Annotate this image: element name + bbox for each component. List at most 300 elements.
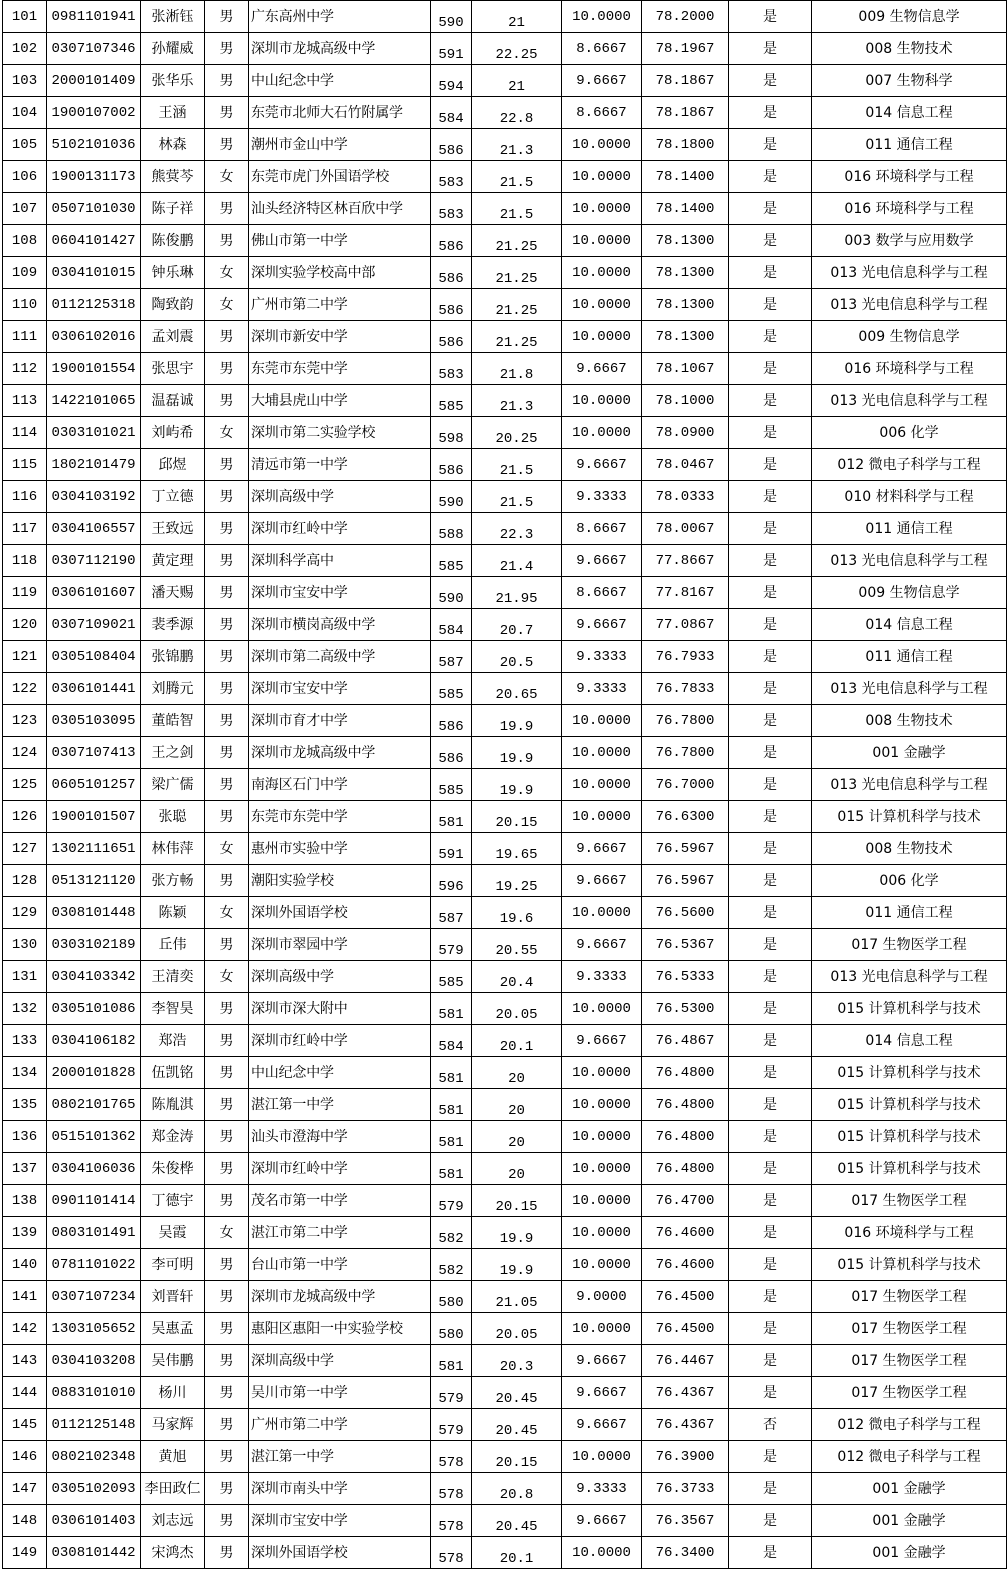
table-row [3, 33, 1007, 65]
interview-score-cell: 10.0000 [562, 225, 642, 257]
exam-id-cell: 0304106036 [47, 1153, 141, 1185]
table-row [3, 609, 1007, 641]
total-score-cell: 78.1867 [642, 65, 729, 97]
exam-id-cell: 0112125318 [47, 289, 141, 321]
interview-score-cell: 10.0000 [562, 385, 642, 417]
row-index-cell: 135 [3, 1089, 47, 1121]
gender-cell: 男 [205, 609, 249, 641]
row-index-cell: 141 [3, 1281, 47, 1313]
row-index-cell: 120 [3, 609, 47, 641]
gender-cell: 男 [205, 1121, 249, 1153]
total-score-cell: 78.1400 [642, 161, 729, 193]
admitted-flag-cell: 是 [729, 289, 812, 321]
exam-id-cell: 1303105652 [47, 1313, 141, 1345]
school-name-cell: 潮州市金山中学 [249, 129, 431, 161]
gender-cell: 女 [205, 289, 249, 321]
exam-score-cell: 579 [431, 929, 472, 961]
test-score-cell: 20.4 [472, 961, 562, 993]
exam-score-cell: 579 [431, 1185, 472, 1217]
gender-cell: 女 [205, 961, 249, 993]
admitted-flag-cell: 是 [729, 1345, 812, 1377]
major-cell: 001 金融学 [812, 1537, 1007, 1569]
school-name-cell: 深圳市南头中学 [249, 1473, 431, 1505]
admitted-flag-cell: 是 [729, 1153, 812, 1185]
school-name-cell: 深圳市宝安中学 [249, 1505, 431, 1537]
admitted-flag-cell: 是 [729, 641, 812, 673]
interview-score-cell: 10.0000 [562, 801, 642, 833]
exam-id-cell: 0307107234 [47, 1281, 141, 1313]
major-cell: 007 生物科学 [812, 65, 1007, 97]
test-score-cell: 20.15 [472, 801, 562, 833]
test-score-cell: 20.55 [472, 929, 562, 961]
total-score-cell: 76.4367 [642, 1409, 729, 1441]
exam-score-cell: 581 [431, 1153, 472, 1185]
student-name-cell: 王清奕 [141, 961, 205, 993]
total-score-cell: 76.4800 [642, 1089, 729, 1121]
admitted-flag-cell: 是 [729, 257, 812, 289]
exam-score-cell: 582 [431, 1217, 472, 1249]
student-name-cell: 陈俊鹏 [141, 225, 205, 257]
exam-id-cell: 0883101010 [47, 1377, 141, 1409]
total-score-cell: 76.3567 [642, 1505, 729, 1537]
gender-cell: 男 [205, 1505, 249, 1537]
student-name-cell: 林森 [141, 129, 205, 161]
admitted-flag-cell: 是 [729, 801, 812, 833]
major-cell: 013 光电信息科学与工程 [812, 289, 1007, 321]
interview-score-cell: 8.6667 [562, 97, 642, 129]
row-index-cell: 124 [3, 737, 47, 769]
interview-score-cell: 10.0000 [562, 193, 642, 225]
total-score-cell: 78.1400 [642, 193, 729, 225]
test-score-cell: 20.05 [472, 993, 562, 1025]
table-row [3, 1441, 1007, 1473]
test-score-cell: 20 [472, 1089, 562, 1121]
row-index-cell: 102 [3, 33, 47, 65]
exam-score-cell: 586 [431, 449, 472, 481]
table-row [3, 961, 1007, 993]
admitted-flag-cell: 是 [729, 33, 812, 65]
total-score-cell: 76.5967 [642, 833, 729, 865]
total-score-cell: 77.0867 [642, 609, 729, 641]
major-cell: 015 计算机科学与技术 [812, 1089, 1007, 1121]
interview-score-cell: 10.0000 [562, 993, 642, 1025]
gender-cell: 男 [205, 129, 249, 161]
student-name-cell: 陈胤淇 [141, 1089, 205, 1121]
major-cell: 013 光电信息科学与工程 [812, 257, 1007, 289]
student-name-cell: 刘屿希 [141, 417, 205, 449]
exam-id-cell: 0306102016 [47, 321, 141, 353]
school-name-cell: 深圳市新安中学 [249, 321, 431, 353]
admitted-flag-cell: 是 [729, 1217, 812, 1249]
row-index-cell: 105 [3, 129, 47, 161]
exam-score-cell: 585 [431, 385, 472, 417]
table-row [3, 1537, 1007, 1569]
row-index-cell: 108 [3, 225, 47, 257]
test-score-cell: 22.25 [472, 33, 562, 65]
interview-score-cell: 10.0000 [562, 1441, 642, 1473]
school-name-cell: 东莞市东莞中学 [249, 801, 431, 833]
major-cell: 012 微电子科学与工程 [812, 1441, 1007, 1473]
student-name-cell: 孟刘震 [141, 321, 205, 353]
major-cell: 013 光电信息科学与工程 [812, 673, 1007, 705]
major-cell: 001 金融学 [812, 1505, 1007, 1537]
exam-score-cell: 588 [431, 513, 472, 545]
row-index-cell: 116 [3, 481, 47, 513]
exam-score-cell: 585 [431, 673, 472, 705]
student-name-cell: 张思宇 [141, 353, 205, 385]
row-index-cell: 110 [3, 289, 47, 321]
gender-cell: 男 [205, 769, 249, 801]
test-score-cell: 19.9 [472, 1217, 562, 1249]
gender-cell: 男 [205, 513, 249, 545]
test-score-cell: 21 [472, 65, 562, 97]
admitted-flag-cell: 是 [729, 609, 812, 641]
gender-cell: 男 [205, 1441, 249, 1473]
row-index-cell: 122 [3, 673, 47, 705]
school-name-cell: 深圳市红岭中学 [249, 513, 431, 545]
gender-cell: 男 [205, 193, 249, 225]
admitted-flag-cell: 是 [729, 673, 812, 705]
row-index-cell: 127 [3, 833, 47, 865]
row-index-cell: 126 [3, 801, 47, 833]
interview-score-cell: 9.6667 [562, 1377, 642, 1409]
gender-cell: 男 [205, 97, 249, 129]
school-name-cell: 中山纪念中学 [249, 1057, 431, 1089]
exam-id-cell: 0513121120 [47, 865, 141, 897]
exam-score-cell: 581 [431, 801, 472, 833]
row-index-cell: 125 [3, 769, 47, 801]
exam-id-cell: 0307107346 [47, 33, 141, 65]
test-score-cell: 20.3 [472, 1345, 562, 1377]
gender-cell: 男 [205, 1025, 249, 1057]
test-score-cell: 20.25 [472, 417, 562, 449]
interview-score-cell: 9.6667 [562, 1409, 642, 1441]
test-score-cell: 19.9 [472, 1249, 562, 1281]
student-name-cell: 吴霞 [141, 1217, 205, 1249]
student-name-cell: 邱煜 [141, 449, 205, 481]
table-row [3, 1153, 1007, 1185]
gender-cell: 男 [205, 577, 249, 609]
exam-score-cell: 586 [431, 321, 472, 353]
total-score-cell: 76.5333 [642, 961, 729, 993]
gender-cell: 男 [205, 545, 249, 577]
school-name-cell: 茂名市第一中学 [249, 1185, 431, 1217]
school-name-cell: 深圳市翠园中学 [249, 929, 431, 961]
exam-id-cell: 0305103095 [47, 705, 141, 737]
gender-cell: 男 [205, 737, 249, 769]
major-cell: 014 信息工程 [812, 1025, 1007, 1057]
gender-cell: 男 [205, 1537, 249, 1569]
gender-cell: 男 [205, 1281, 249, 1313]
school-name-cell: 深圳外国语学校 [249, 1537, 431, 1569]
admission-score-table [2, 0, 1007, 1569]
interview-score-cell: 9.3333 [562, 1473, 642, 1505]
gender-cell: 男 [205, 385, 249, 417]
row-index-cell: 117 [3, 513, 47, 545]
row-index-cell: 101 [3, 1, 47, 33]
total-score-cell: 78.1067 [642, 353, 729, 385]
total-score-cell: 76.4600 [642, 1217, 729, 1249]
student-name-cell: 李可明 [141, 1249, 205, 1281]
total-score-cell: 76.3733 [642, 1473, 729, 1505]
row-index-cell: 140 [3, 1249, 47, 1281]
major-cell: 012 微电子科学与工程 [812, 1409, 1007, 1441]
table-row [3, 577, 1007, 609]
major-cell: 011 通信工程 [812, 897, 1007, 929]
total-score-cell: 78.1000 [642, 385, 729, 417]
exam-score-cell: 584 [431, 609, 472, 641]
table-row [3, 929, 1007, 961]
major-cell: 015 计算机科学与技术 [812, 1249, 1007, 1281]
table-row [3, 737, 1007, 769]
major-cell: 016 环境科学与工程 [812, 193, 1007, 225]
admitted-flag-cell: 是 [729, 1121, 812, 1153]
school-name-cell: 深圳高级中学 [249, 1345, 431, 1377]
school-name-cell: 大埔县虎山中学 [249, 385, 431, 417]
test-score-cell: 20 [472, 1153, 562, 1185]
test-score-cell: 19.6 [472, 897, 562, 929]
school-name-cell: 广州市第二中学 [249, 1409, 431, 1441]
exam-score-cell: 587 [431, 897, 472, 929]
table-row [3, 1089, 1007, 1121]
gender-cell: 男 [205, 1345, 249, 1377]
test-score-cell: 21.25 [472, 289, 562, 321]
major-cell: 001 金融学 [812, 1473, 1007, 1505]
row-index-cell: 133 [3, 1025, 47, 1057]
test-score-cell: 21.4 [472, 545, 562, 577]
table-row [3, 801, 1007, 833]
exam-score-cell: 583 [431, 353, 472, 385]
total-score-cell: 76.4500 [642, 1281, 729, 1313]
interview-score-cell: 9.6667 [562, 609, 642, 641]
exam-score-cell: 590 [431, 1, 472, 33]
major-cell: 017 生物医学工程 [812, 1377, 1007, 1409]
row-index-cell: 106 [3, 161, 47, 193]
exam-id-cell: 0305101086 [47, 993, 141, 1025]
admitted-flag-cell: 是 [729, 833, 812, 865]
interview-score-cell: 10.0000 [562, 1057, 642, 1089]
admitted-flag-cell: 是 [729, 961, 812, 993]
school-name-cell: 深圳高级中学 [249, 481, 431, 513]
school-name-cell: 深圳市龙城高级中学 [249, 1281, 431, 1313]
major-cell: 014 信息工程 [812, 609, 1007, 641]
interview-score-cell: 10.0000 [562, 161, 642, 193]
row-index-cell: 149 [3, 1537, 47, 1569]
total-score-cell: 77.8167 [642, 577, 729, 609]
exam-score-cell: 590 [431, 481, 472, 513]
student-name-cell: 马家辉 [141, 1409, 205, 1441]
exam-id-cell: 0304103208 [47, 1345, 141, 1377]
admitted-flag-cell: 是 [729, 1473, 812, 1505]
student-name-cell: 梁广儒 [141, 769, 205, 801]
gender-cell: 男 [205, 993, 249, 1025]
student-name-cell: 黄旭 [141, 1441, 205, 1473]
exam-score-cell: 584 [431, 1025, 472, 1057]
test-score-cell: 21.25 [472, 321, 562, 353]
student-name-cell: 郑金涛 [141, 1121, 205, 1153]
student-name-cell: 刘晋轩 [141, 1281, 205, 1313]
exam-id-cell: 1422101065 [47, 385, 141, 417]
table-row [3, 1345, 1007, 1377]
exam-id-cell: 1900101554 [47, 353, 141, 385]
student-name-cell: 杨川 [141, 1377, 205, 1409]
test-score-cell: 20.7 [472, 609, 562, 641]
table-row [3, 1121, 1007, 1153]
row-index-cell: 121 [3, 641, 47, 673]
row-index-cell: 107 [3, 193, 47, 225]
interview-score-cell: 10.0000 [562, 1153, 642, 1185]
interview-score-cell: 10.0000 [562, 257, 642, 289]
table-row [3, 545, 1007, 577]
major-cell: 011 通信工程 [812, 129, 1007, 161]
exam-score-cell: 578 [431, 1537, 472, 1569]
student-name-cell: 李田政仁 [141, 1473, 205, 1505]
student-name-cell: 吴伟鹏 [141, 1345, 205, 1377]
exam-score-cell: 581 [431, 1057, 472, 1089]
school-name-cell: 深圳市宝安中学 [249, 577, 431, 609]
total-score-cell: 76.4367 [642, 1377, 729, 1409]
gender-cell: 女 [205, 1217, 249, 1249]
exam-id-cell: 0305108404 [47, 641, 141, 673]
row-index-cell: 146 [3, 1441, 47, 1473]
table-row [3, 1057, 1007, 1089]
interview-score-cell: 10.0000 [562, 769, 642, 801]
test-score-cell: 19.25 [472, 865, 562, 897]
table-row [3, 1249, 1007, 1281]
admitted-flag-cell: 是 [729, 1025, 812, 1057]
admitted-flag-cell: 是 [729, 993, 812, 1025]
school-name-cell: 东莞市北师大石竹附属学 [249, 97, 431, 129]
row-index-cell: 143 [3, 1345, 47, 1377]
exam-id-cell: 0306101403 [47, 1505, 141, 1537]
student-name-cell: 丁德宇 [141, 1185, 205, 1217]
row-index-cell: 113 [3, 385, 47, 417]
major-cell: 015 计算机科学与技术 [812, 1153, 1007, 1185]
major-cell: 009 生物信息学 [812, 1, 1007, 33]
interview-score-cell: 9.0000 [562, 1281, 642, 1313]
test-score-cell: 21.25 [472, 225, 562, 257]
table-row [3, 257, 1007, 289]
exam-id-cell: 0803101491 [47, 1217, 141, 1249]
exam-score-cell: 581 [431, 1089, 472, 1121]
interview-score-cell: 9.6667 [562, 65, 642, 97]
school-name-cell: 深圳市宝安中学 [249, 673, 431, 705]
total-score-cell: 78.1967 [642, 33, 729, 65]
interview-score-cell: 10.0000 [562, 129, 642, 161]
exam-score-cell: 591 [431, 833, 472, 865]
student-name-cell: 郑浩 [141, 1025, 205, 1057]
test-score-cell: 20.15 [472, 1441, 562, 1473]
row-index-cell: 144 [3, 1377, 47, 1409]
student-name-cell: 林伟萍 [141, 833, 205, 865]
interview-score-cell: 9.6667 [562, 353, 642, 385]
major-cell: 009 生物信息学 [812, 577, 1007, 609]
test-score-cell: 22.3 [472, 513, 562, 545]
school-name-cell: 南海区石门中学 [249, 769, 431, 801]
test-score-cell: 20.15 [472, 1185, 562, 1217]
test-score-cell: 22.8 [472, 97, 562, 129]
admitted-flag-cell: 是 [729, 449, 812, 481]
exam-score-cell: 585 [431, 961, 472, 993]
table-row [3, 1377, 1007, 1409]
total-score-cell: 76.4800 [642, 1121, 729, 1153]
gender-cell: 男 [205, 1057, 249, 1089]
interview-score-cell: 9.6667 [562, 833, 642, 865]
exam-id-cell: 1900107002 [47, 97, 141, 129]
interview-score-cell: 9.6667 [562, 1345, 642, 1377]
exam-score-cell: 586 [431, 289, 472, 321]
exam-score-cell: 596 [431, 865, 472, 897]
gender-cell: 男 [205, 1249, 249, 1281]
gender-cell: 女 [205, 417, 249, 449]
table-row [3, 1, 1007, 33]
total-score-cell: 78.0900 [642, 417, 729, 449]
exam-id-cell: 0304106182 [47, 1025, 141, 1057]
major-cell: 011 通信工程 [812, 641, 1007, 673]
student-name-cell: 李智昊 [141, 993, 205, 1025]
admitted-flag-cell: 是 [729, 97, 812, 129]
table-row [3, 385, 1007, 417]
table-row [3, 193, 1007, 225]
school-name-cell: 惠州市实验中学 [249, 833, 431, 865]
student-name-cell: 裴季源 [141, 609, 205, 641]
school-name-cell: 深圳市第二实验学校 [249, 417, 431, 449]
gender-cell: 男 [205, 65, 249, 97]
major-cell: 011 通信工程 [812, 513, 1007, 545]
exam-id-cell: 0304101015 [47, 257, 141, 289]
table-row [3, 769, 1007, 801]
admitted-flag-cell: 是 [729, 161, 812, 193]
gender-cell: 男 [205, 225, 249, 257]
student-name-cell: 张方畅 [141, 865, 205, 897]
student-name-cell: 刘志远 [141, 1505, 205, 1537]
exam-id-cell: 0604101427 [47, 225, 141, 257]
total-score-cell: 76.7000 [642, 769, 729, 801]
row-index-cell: 123 [3, 705, 47, 737]
table-row [3, 481, 1007, 513]
major-cell: 008 生物技术 [812, 705, 1007, 737]
gender-cell: 男 [205, 1089, 249, 1121]
total-score-cell: 78.0067 [642, 513, 729, 545]
total-score-cell: 76.7933 [642, 641, 729, 673]
school-name-cell: 深圳市第二高级中学 [249, 641, 431, 673]
interview-score-cell: 9.6667 [562, 1505, 642, 1537]
major-cell: 016 环境科学与工程 [812, 353, 1007, 385]
total-score-cell: 76.3900 [642, 1441, 729, 1473]
exam-score-cell: 584 [431, 97, 472, 129]
school-name-cell: 深圳外国语学校 [249, 897, 431, 929]
school-name-cell: 潮阳实验学校 [249, 865, 431, 897]
exam-id-cell: 0307112190 [47, 545, 141, 577]
school-name-cell: 深圳市横岗高级中学 [249, 609, 431, 641]
school-name-cell: 湛江市第二中学 [249, 1217, 431, 1249]
exam-score-cell: 586 [431, 705, 472, 737]
total-score-cell: 78.1867 [642, 97, 729, 129]
exam-id-cell: 0901101414 [47, 1185, 141, 1217]
exam-id-cell: 0303102189 [47, 929, 141, 961]
exam-score-cell: 579 [431, 1377, 472, 1409]
exam-id-cell: 0308101442 [47, 1537, 141, 1569]
test-score-cell: 19.9 [472, 737, 562, 769]
school-name-cell: 广州市第二中学 [249, 289, 431, 321]
exam-score-cell: 580 [431, 1281, 472, 1313]
admitted-flag-cell: 是 [729, 1, 812, 33]
gender-cell: 男 [205, 673, 249, 705]
total-score-cell: 78.1800 [642, 129, 729, 161]
row-index-cell: 112 [3, 353, 47, 385]
exam-id-cell: 0605101257 [47, 769, 141, 801]
admitted-flag-cell: 是 [729, 129, 812, 161]
